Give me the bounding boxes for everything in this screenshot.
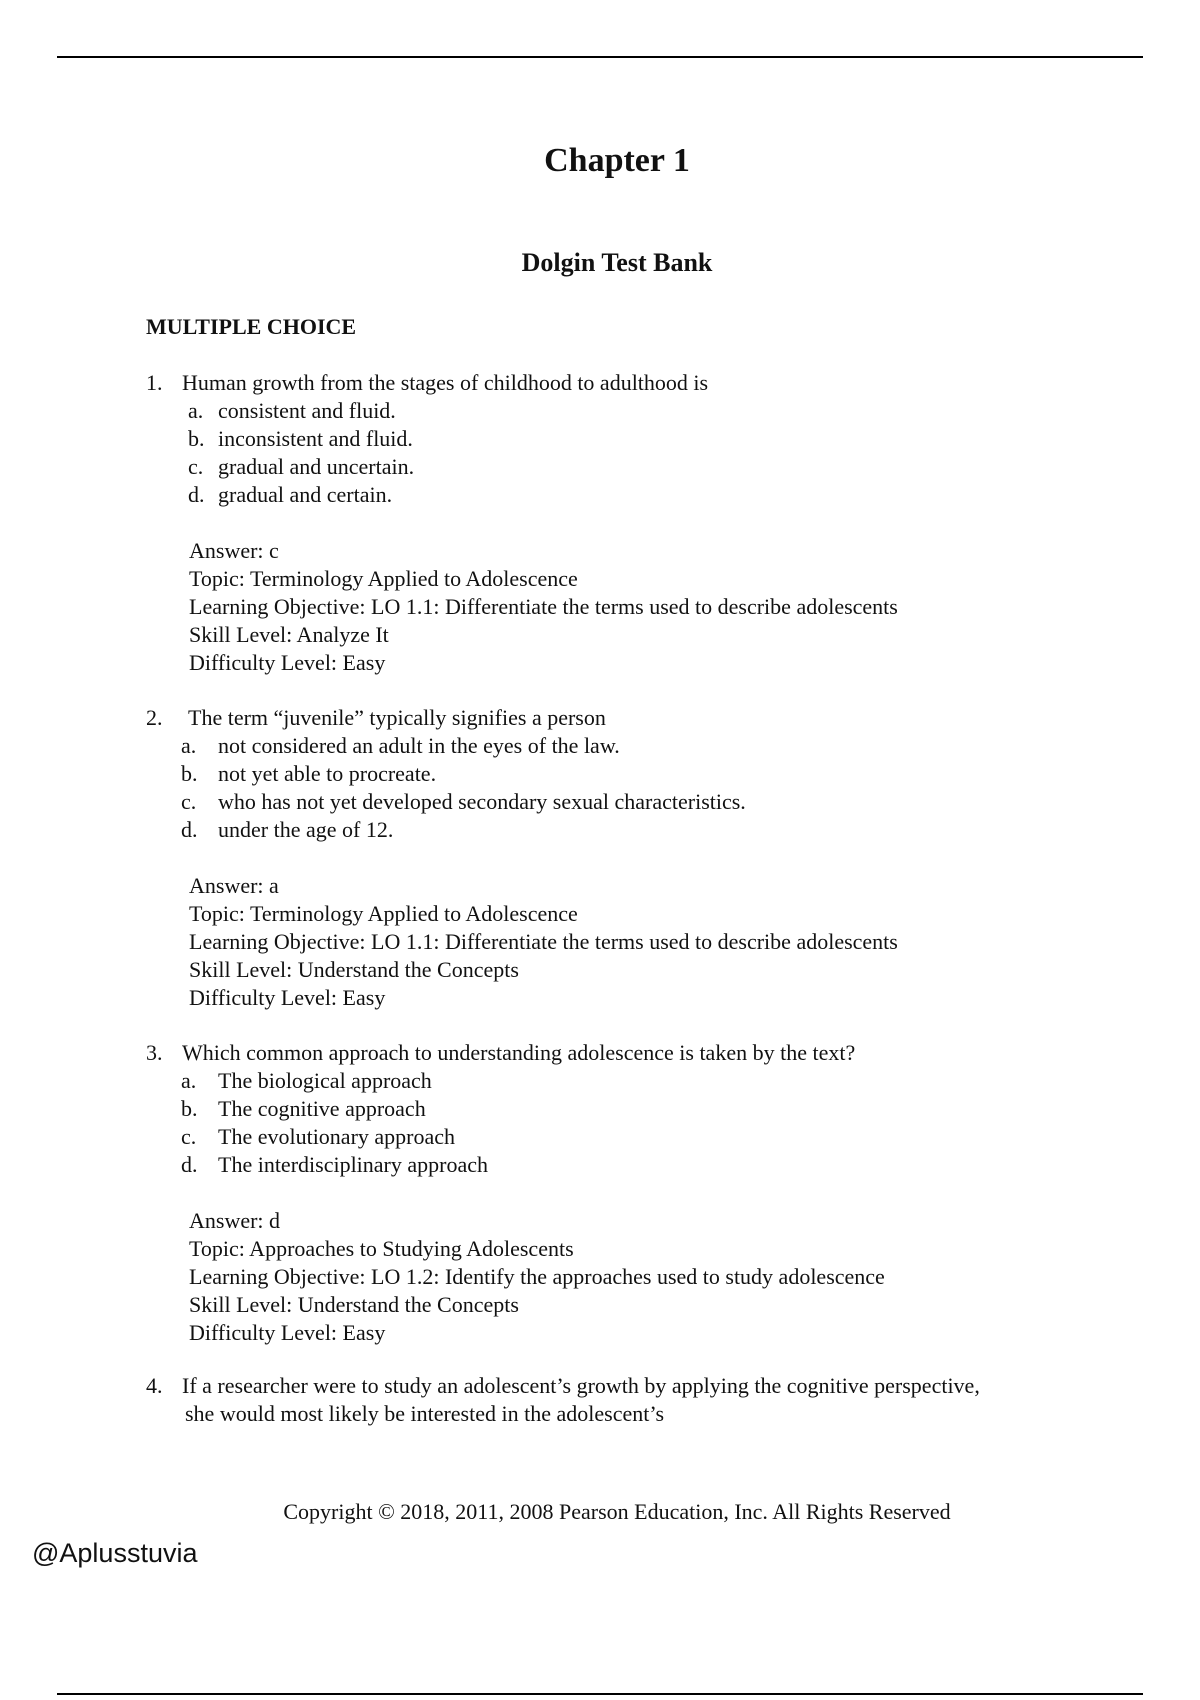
- answer-line: Answer: c: [189, 538, 279, 563]
- question-1: [146, 369, 898, 677]
- topic-line: Topic: Terminology Applied to Adolescence: [189, 566, 578, 591]
- copyright-footer: Copyright © 2018, 2011, 2008 Pearson Education, Inc. All Rights Reserved: [283, 1499, 951, 1524]
- difficulty-line: Difficulty Level: Easy: [189, 650, 386, 675]
- option-a: [146, 397, 898, 425]
- chapter-title: Chapter 1: [544, 142, 690, 179]
- question-stem: [146, 369, 898, 397]
- option-text: inconsistent and fluid.: [218, 426, 413, 451]
- option-text: gradual and uncertain.: [218, 454, 415, 479]
- difficulty-line: Difficulty Level: Easy: [189, 1320, 386, 1345]
- answer-line: Answer: d: [189, 1208, 281, 1233]
- skill-line: Skill Level: Understand the Concepts: [189, 1292, 519, 1317]
- option-d: [146, 1151, 885, 1179]
- option-letter: d.: [188, 482, 205, 507]
- option-text: consistent and fluid.: [218, 398, 396, 423]
- question-2: [146, 704, 898, 1012]
- option-a: [146, 1067, 885, 1095]
- question-stem: [146, 704, 898, 732]
- answer-options: [146, 732, 898, 844]
- question-text: If a researcher were to study an adolescent’s growth by applying the cognitive perspective,: [182, 1373, 980, 1398]
- option-d: [146, 481, 898, 509]
- option-letter: c.: [188, 454, 204, 479]
- question-number: 4.: [146, 1373, 163, 1398]
- option-d: [146, 816, 898, 844]
- option-letter: b.: [188, 426, 205, 451]
- option-a: [146, 732, 898, 760]
- option-text: The evolutionary approach: [218, 1124, 456, 1149]
- option-text: not considered an adult in the eyes of the law.: [218, 733, 620, 758]
- question-stem: [146, 1039, 885, 1067]
- option-letter: d.: [181, 817, 198, 842]
- option-text: who has not yet developed secondary sexual characteristics.: [218, 789, 746, 814]
- skill-line: Skill Level: Analyze It: [189, 622, 389, 647]
- option-letter: d.: [181, 1152, 198, 1177]
- topic-line: Topic: Terminology Applied to Adolescence: [189, 901, 578, 926]
- question-number: 1.: [146, 370, 163, 395]
- question-metadata: [146, 537, 898, 677]
- question-number: 2.: [146, 705, 163, 730]
- question-text: Which common approach to understanding adolescence is taken by the text?: [182, 1040, 856, 1065]
- objective-line: Learning Objective: LO 1.1: Differentiate the terms used to describe adolescents: [189, 594, 898, 619]
- option-letter: c.: [181, 1124, 197, 1149]
- option-b: [146, 760, 898, 788]
- option-text: gradual and certain.: [218, 482, 393, 507]
- option-letter: b.: [181, 761, 198, 786]
- option-text: The interdisciplinary approach: [218, 1152, 489, 1177]
- option-letter: a.: [181, 1068, 197, 1093]
- difficulty-line: Difficulty Level: Easy: [189, 985, 386, 1010]
- skill-line: Skill Level: Understand the Concepts: [189, 957, 519, 982]
- question-text: The term “juvenile” typically signifies a person: [188, 705, 606, 730]
- question-metadata: [146, 872, 898, 1012]
- option-c: [146, 788, 898, 816]
- option-text: not yet able to procreate.: [218, 761, 437, 786]
- question-3: [146, 1039, 885, 1347]
- answer-line: Answer: a: [189, 873, 279, 898]
- option-letter: a.: [181, 733, 197, 758]
- bottom-divider: [57, 1693, 1143, 1695]
- option-b: [146, 1095, 885, 1123]
- option-b: [146, 425, 898, 453]
- book-title: Dolgin Test Bank: [521, 248, 713, 277]
- question-metadata: [146, 1207, 885, 1347]
- question-text: Human growth from the stages of childhood to adulthood is: [182, 370, 709, 395]
- option-c: [146, 1123, 885, 1151]
- top-divider: [57, 56, 1143, 58]
- option-text: under the age of 12.: [218, 817, 394, 842]
- option-text: The biological approach: [218, 1068, 432, 1093]
- option-letter: a.: [188, 398, 204, 423]
- option-letter: b.: [181, 1096, 198, 1121]
- option-c: [146, 453, 898, 481]
- option-letter: c.: [181, 789, 197, 814]
- question-4: [146, 1372, 980, 1428]
- option-text: The cognitive approach: [218, 1096, 426, 1121]
- objective-line: Learning Objective: LO 1.1: Differentiate the terms used to describe adolescents: [189, 929, 898, 954]
- section-heading: MULTIPLE CHOICE: [146, 314, 357, 339]
- question-stem: [146, 1372, 980, 1428]
- answer-options: [146, 397, 898, 509]
- topic-line: Topic: Approaches to Studying Adolescents: [189, 1236, 574, 1261]
- objective-line: Learning Objective: LO 1.2: Identify the approaches used to study adolescence: [189, 1264, 885, 1289]
- question-text-continued: she would most likely be interested in the adolescent’s: [185, 1401, 665, 1426]
- question-number: 3.: [146, 1040, 163, 1065]
- watermark: @Aplusstuvia: [32, 1538, 198, 1568]
- answer-options: [146, 1067, 885, 1179]
